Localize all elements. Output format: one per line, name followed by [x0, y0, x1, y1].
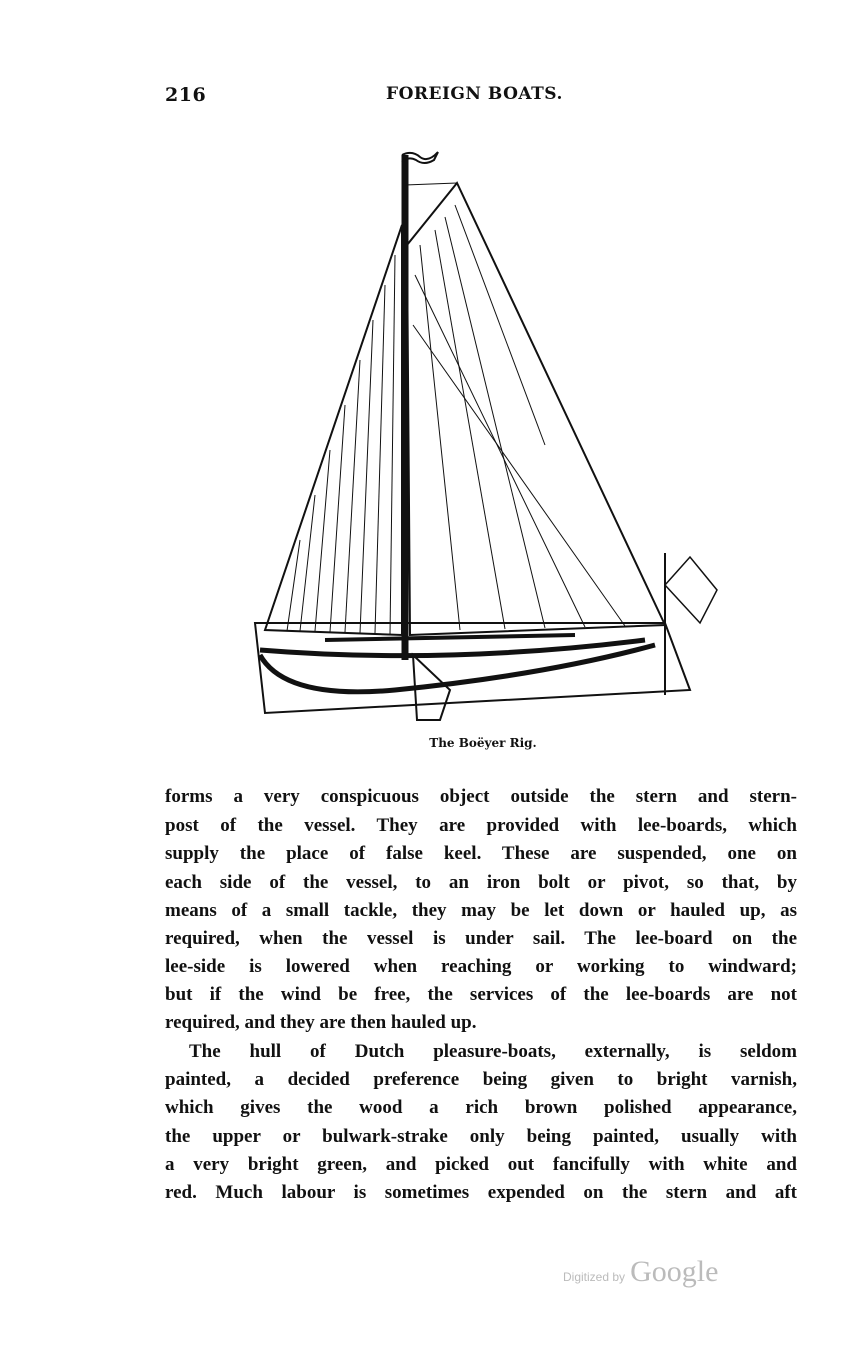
running-title: FOREIGN BOATS.	[386, 84, 563, 104]
digitized-by-google-watermark	[563, 1255, 718, 1289]
watermark-brand: Google	[630, 1255, 719, 1288]
watermark-prefix: Digitized by	[563, 1270, 626, 1284]
body-line: required, when the vessel is under sail. The lee-board on the	[165, 928, 797, 949]
body-line: means of a small tackle, they may be let down or hauled up, as	[165, 900, 797, 921]
body-line: lee-side is lowered when reaching or working to windward;	[165, 956, 797, 977]
body-line: forms a very conspicuous object outside the stern and stern-	[165, 786, 797, 807]
body-line: post of the vessel. They are provided with lee-boards, which	[165, 815, 797, 836]
body-line: each side of the vessel, to an iron bolt or pivot, so that, by	[165, 872, 797, 893]
body-line: painted, a decided preference being given to bright varnish,	[165, 1069, 797, 1090]
body-line: a very bright green, and picked out fancifully with white and	[165, 1154, 797, 1175]
figure-caption: The Boëyer Rig.	[429, 736, 537, 750]
boat-illustration	[245, 145, 725, 725]
body-line: required, and they are then hauled up.	[165, 1012, 477, 1033]
body-line: the upper or bulwark-strake only being painted, usually with	[165, 1126, 797, 1147]
body-line: which gives the wood a rich brown polished appearance,	[165, 1097, 797, 1118]
body-line: The hull of Dutch pleasure-boats, externally, is seldom	[189, 1041, 797, 1062]
body-line: red. Much labour is sometimes expended on the stern and aft	[165, 1182, 797, 1203]
body-line: but if the wind be free, the services of the lee-boards are not	[165, 984, 797, 1005]
body-line: supply the place of false keel. These are suspended, one on	[165, 843, 797, 864]
page-number: 216	[165, 84, 207, 106]
